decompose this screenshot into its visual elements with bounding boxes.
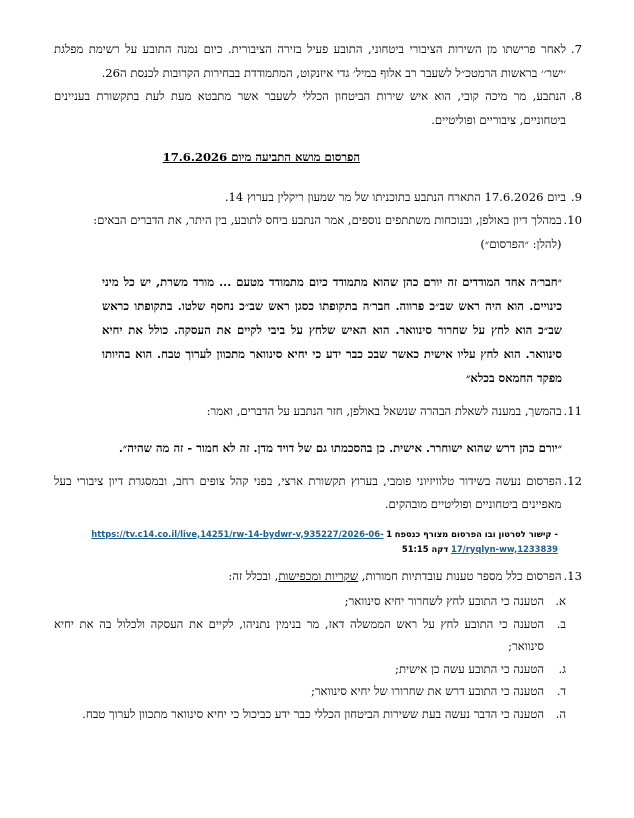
paragraph-text: הפרסום נעשה בשידור טלוויזיוני פומבי, בערוץ תקשורת ארצי, בפני קהל צופים רחב, ובמסגרת דיון ציבורי בעל מאפיינים ביטחוניים ופוליטיים מובהקים.: [54, 473, 562, 511]
list-item: [54, 680, 566, 703]
list-item-text: הטענה כי הדבר נעשה בעת ששירות הביטחון הכללי כבר ידע כביכול כי יחיא סינוואר מתכוון לערוך טבח.: [82, 706, 544, 721]
footnote: [54, 527, 558, 557]
paragraph-10: [54, 209, 582, 256]
list-item: [54, 658, 566, 681]
paragraph-text: הנתבע, מר מיכה קובי, הוא איש שירות הביטחון הכללי לשעבר אשר מתבטא מעת לעת בתקשורת בעניינים ביטחוניים, ציבוריים ופוליטיים.: [54, 89, 566, 127]
paragraph-text: בהמשך, במענה לשאלת הבהרה שנשאל באולפן, חזר הנתבע על הדברים, ואמר:: [206, 404, 562, 418]
list-item-letter: א.: [555, 594, 566, 608]
list-item: [54, 703, 566, 726]
paragraph-text-underlined: שקריות ומכפישות: [278, 568, 359, 583]
quote-block-2: ״יורם כהן דרש שהוא ישוחרר. אישית. כן בהסכמתו גם של דויד מדן. זה לא חמור - זה מה שהיה״.: [118, 440, 562, 455]
list-item-letter: ה.: [555, 706, 566, 721]
list-item-letter: ג.: [558, 661, 566, 676]
paragraph-text-post: , ובכלל זה:: [228, 568, 279, 583]
paragraph-9: [54, 186, 582, 210]
paragraph-number: 8.: [570, 89, 582, 103]
paragraph-text-pre: הפרסום כלל מספר טענות עובדתיות חמורות,: [361, 568, 562, 583]
list-item-letter: ב.: [556, 616, 566, 631]
footnote-label: - קישור לסרטון ובו הפרסום מצורף כנספח: [394, 528, 558, 539]
list-item-text: הטענה כי התובע עשה כן אישית;: [395, 661, 544, 676]
paragraph-text: ביום 17.6.2026 התארח הנתבע בתוכניתו של מר שמעון ריקלין בערוץ 14.: [224, 189, 566, 204]
paragraph-number: 11.: [563, 404, 582, 418]
paragraph-number: 13.: [563, 568, 582, 583]
paragraph-text: [54, 209, 562, 256]
list-item-text: הטענה כי התובע לחץ לשחרור יחיא סינוואר;: [344, 594, 544, 608]
paragraph-7: [54, 38, 582, 85]
list-item: [54, 613, 566, 658]
section-heading: הפרסום מושא התביעה מיום 17.6.2026: [162, 150, 360, 164]
paragraph-text: [54, 565, 562, 589]
claims-list: [54, 590, 566, 725]
paragraph-13: [54, 565, 582, 589]
paragraph-11: [54, 400, 582, 424]
paragraph-number: 7.: [570, 42, 582, 56]
paragraph-8: [54, 85, 582, 132]
footnote-marker: 1: [386, 528, 393, 539]
list-item: [54, 590, 566, 613]
paragraph-number: 9.: [570, 189, 582, 204]
paragraph-number: 10.: [563, 213, 582, 227]
paragraph-number: 12.: [563, 473, 582, 488]
footnote-link[interactable]: https://tv.c14.co.il/live,14251/rw-14-bydwr-v,935227/2026-06-17/ryqlyn-ww,1233839: [91, 528, 558, 554]
paragraph-text-main: במהלך דיון באולפן, ובנוכחות משתתפים נוספים, אמר הנתבע ביחס לתובע, בין היתר, את הדברים הבאים:: [93, 213, 562, 227]
list-item-text: הטענה כי התובע דרש את שחרורו של יחיא סינוואר;: [310, 684, 544, 698]
quote-block-1: ״חבר׳ה אחד המודדים זה יורם כהן שהוא מתמודד כיום מתמודד מטעם ... מורד משרת, יש כל מיני כינויים. הוא היה ראש שב״כ פרווה. חבר׳ה בתקופתו כסגן ראש שב״כ נחסף שלטו. בתקופתו כראש שב״כ הוא לחץ על שחרור סינוואר. הוא האיש שלחץ על ביבי לקיים את העסקה. כולל את יחיא סינוואר. הוא לחץ עליו אישית כאשר שבכ כבר ידע כי יחיא סינוואר מתכוון לערוך טבח. הוא בהיותו מפקד החמאס בכלא״: [102, 275, 562, 385]
paragraph-text-definition: (להלן: ״הפרסום״): [480, 236, 562, 251]
list-item-text: הטענה כי התובע לחץ על ראש הממשלה דאז, מר בנימין נתניהו, לקיים את העסקה ולכלול בה את יחיא סינוואר;: [54, 616, 544, 653]
list-item-letter: ד.: [556, 684, 566, 698]
footnote-time: דקה 51:15: [401, 543, 449, 554]
paragraph-12: [54, 470, 582, 517]
paragraph-text: לאחר פרישתו מן השירות הציבורי ביטחוני, התובע פעיל בזירה הציבורית. כיום נמנה התובע על רשימת מפלגת ׳ישר׳׳ בראשות הרמטכ״ל לשעבר רב אלוף במיל׳ גדי איזנקוט, המתמודדת בבחירות הקרובות לכנסת ה26.: [54, 42, 566, 80]
